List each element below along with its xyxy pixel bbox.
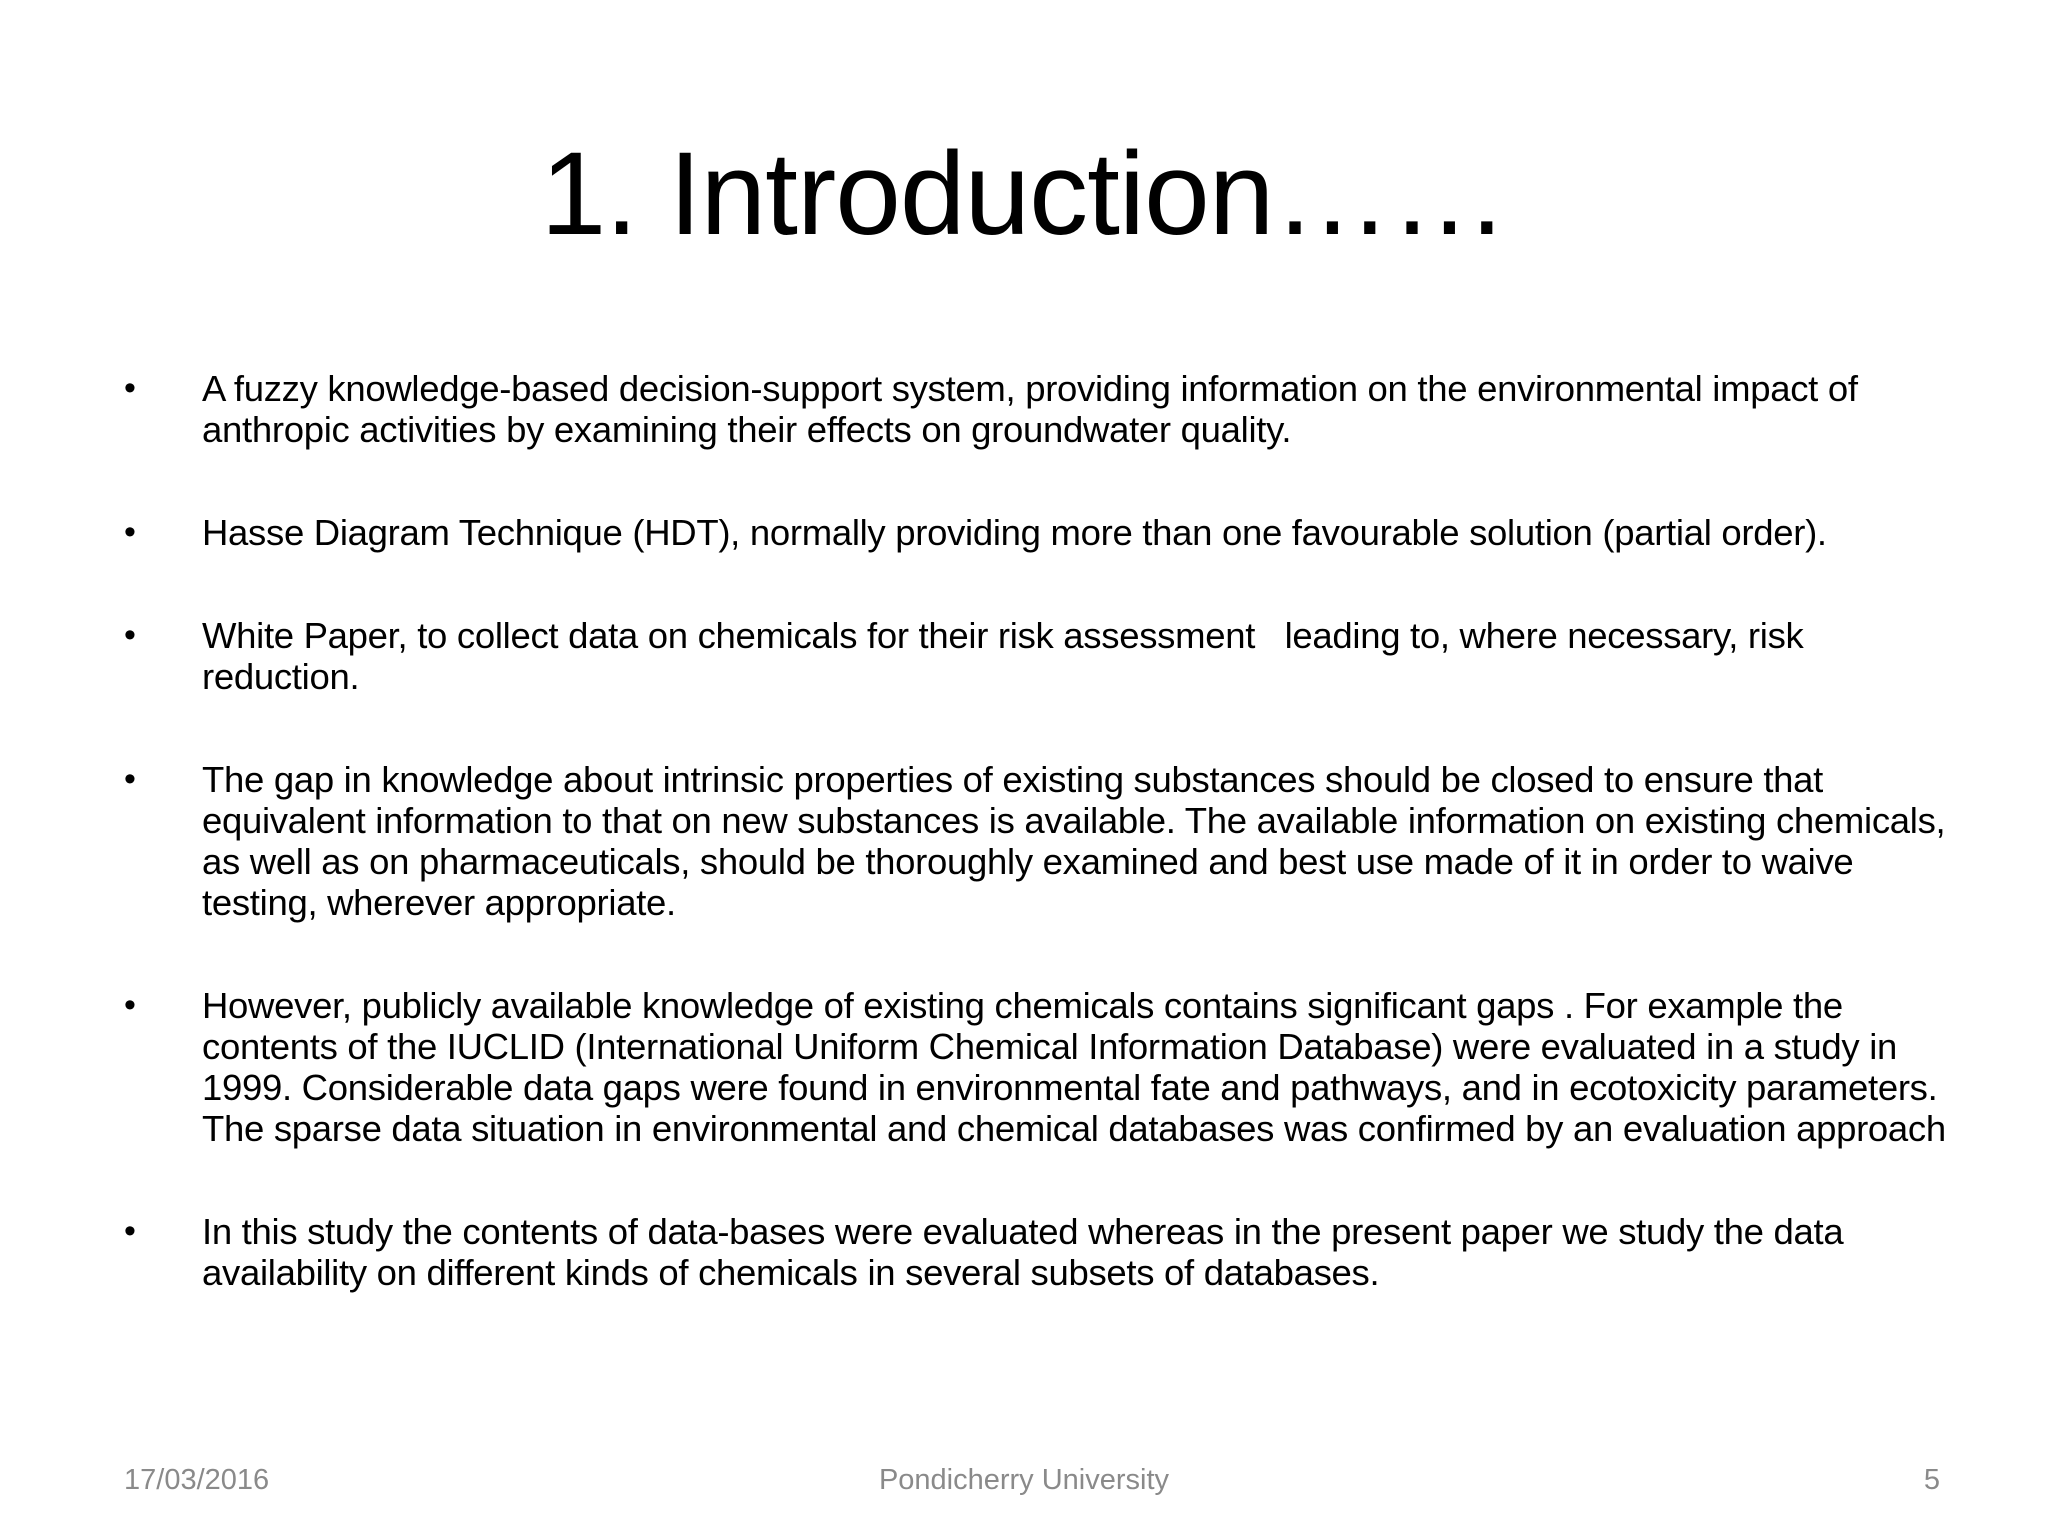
bullet-text: A fuzzy knowledge-based decision-support system, providing information on the environmental impact of anthropic activities by examining their effects on groundwater quality. xyxy=(202,368,1858,450)
slide-title: 1. Introduction…… xyxy=(540,128,1508,260)
bullet-item xyxy=(120,368,1960,450)
bullet-item xyxy=(120,615,1960,697)
bullet-dot-icon: • xyxy=(124,760,136,798)
bullet-text: In this study the contents of data-bases were evaluated whereas in the present paper we study the data availability on different kinds of chemicals in several subsets of databases. xyxy=(202,1211,1844,1293)
bullet-list xyxy=(120,368,1960,1355)
bullet-dot-icon: • xyxy=(124,1212,136,1250)
bullet-item xyxy=(120,512,1960,553)
bullet-dot-icon: • xyxy=(124,513,136,551)
bullet-item xyxy=(120,985,1960,1149)
bullet-dot-icon: • xyxy=(124,986,136,1024)
bullet-item xyxy=(120,1211,1960,1293)
bullet-item xyxy=(120,759,1960,923)
bullet-dot-icon: • xyxy=(124,616,136,654)
bullet-text: Hasse Diagram Technique (HDT), normally providing more than one favourable solution (partial order). xyxy=(202,512,1827,553)
footer-institution: Pondicherry University xyxy=(878,1464,1170,1496)
slide-page-number: 5 xyxy=(1923,1464,1940,1496)
bullet-text: The gap in knowledge about intrinsic properties of existing substances should be closed to ensure that equivalent information to that on new substances is available. The available information on existing chemicals, as well as on pharmaceuticals, should be thoroughly examined and best use made of it in order to waive testing, wherever appropriate. xyxy=(202,759,1946,923)
bullet-text: However, publicly available knowledge of existing chemicals contains significant gaps . For example the contents of the IUCLID (International Uniform Chemical Information Database) were evaluated in a study in 1999. Considerable data gaps were found in environmental fate and pathways, and in ecotoxicity parameters. The sparse data situation in environmental and chemical databases was confirmed by an evaluation approach xyxy=(202,985,1946,1149)
bullet-text: White Paper, to collect data on chemicals for their risk assessment leading to, where necessary, risk reduction. xyxy=(202,615,1814,697)
footer-date: 17/03/2016 xyxy=(124,1464,270,1496)
bullet-dot-icon: • xyxy=(124,369,136,407)
